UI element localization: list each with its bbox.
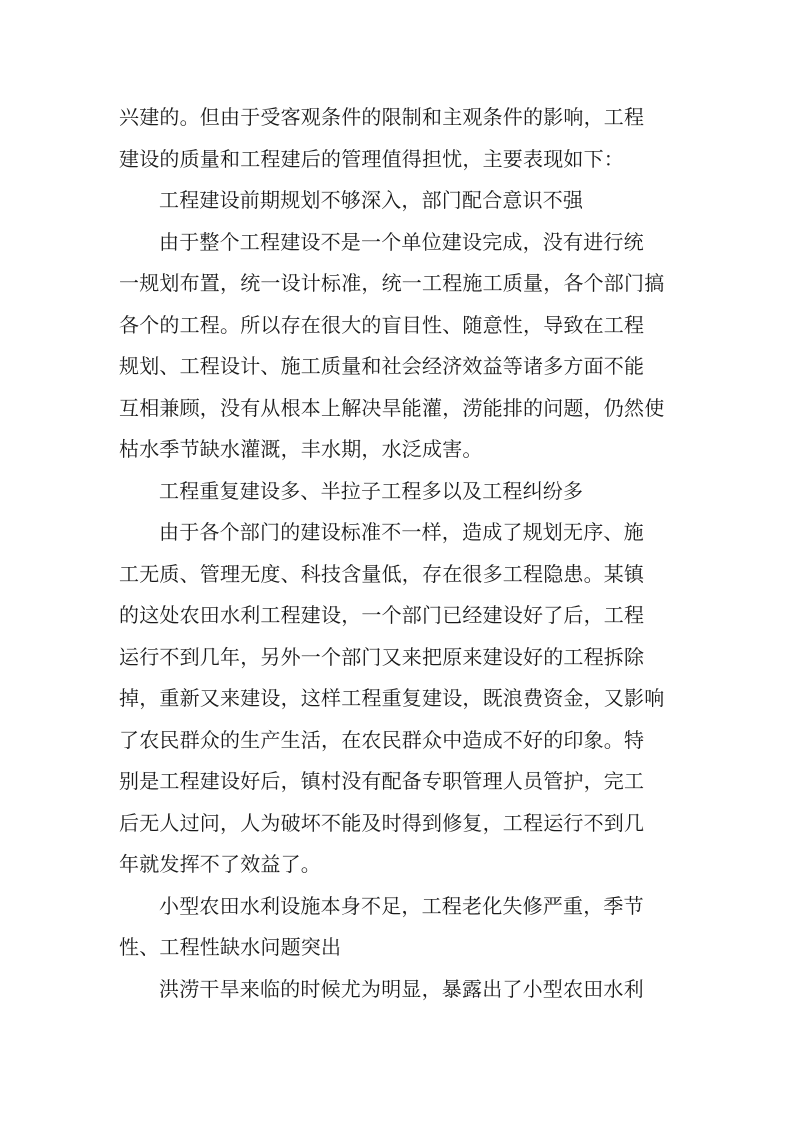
text-line: 由于各个部门的建设标准不一样，造成了规划无序、施 <box>159 520 644 544</box>
paragraph-intro-continued <box>119 97 675 180</box>
text-line: 掉，重新又来建设，这样工程重复建设，既浪费资金，又影响 <box>119 686 665 710</box>
text-line: 工程建设前期规划不够深入，部门配合意识不强 <box>159 188 584 212</box>
text-line: 工程重复建设多、半拉子工程多以及工程纠纷多 <box>159 478 584 503</box>
text-line: 枯水季节缺水灌溉，丰水期，水泛成害。 <box>119 437 483 461</box>
section-heading-planning <box>119 180 675 222</box>
section-heading-duplication <box>119 471 675 513</box>
text-line: 各个的工程。所以存在很大的盲目性、随意性，导致在工程 <box>119 312 645 337</box>
text-line: 由于整个工程建设不是一个单位建设完成，没有进行统 <box>159 229 644 254</box>
document-body <box>119 97 675 1010</box>
paragraph-planning <box>119 222 675 471</box>
paragraph-facilities <box>119 969 675 1011</box>
text-line: 了农民群众的生产生活，在农民群众中造成不好的印象。特 <box>119 727 645 752</box>
text-line: 规划、工程设计、施工质量和社会经济效益等诸多方面不能 <box>119 354 645 378</box>
text-line: 建设的质量和工程建后的管理值得担忧，主要表现如下： <box>119 146 624 171</box>
text-line: 兴建的。但由于受客观条件的限制和主观条件的影响，工程 <box>119 105 645 129</box>
text-line: 洪涝干旱来临的时候尤为明显，暴露出了小型农田水利 <box>159 976 644 1001</box>
text-line: 运行不到几年，另外一个部门又来把原来建设好的工程拆除 <box>119 644 645 669</box>
text-line: 小型农田水利设施本身不足，工程老化失修严重，季节 <box>159 893 644 918</box>
paragraph-duplication <box>119 512 675 886</box>
section-heading-facilities <box>119 886 675 969</box>
text-line: 互相兼顾，没有从根本上解决旱能灌，涝能排的问题，仍然使 <box>119 395 665 420</box>
text-line: 年就发挥不了效益了。 <box>119 852 321 876</box>
text-line: 工无质、管理无度、科技含量低，存在很多工程隐患。某镇 <box>119 561 645 586</box>
text-line: 别是工程建设好后，镇村没有配备专职管理人员管护，完工 <box>119 769 645 793</box>
text-line: 性、工程性缺水问题突出 <box>119 935 342 959</box>
text-line: 的这处农田水利工程建设，一个部门已经建设好了后，工程 <box>119 603 645 627</box>
text-line: 后无人过问，人为破坏不能及时得到修复，工程运行不到几 <box>119 810 645 835</box>
text-line: 一规划布置，统一设计标准，统一工程施工质量，各个部门搞 <box>119 271 665 295</box>
